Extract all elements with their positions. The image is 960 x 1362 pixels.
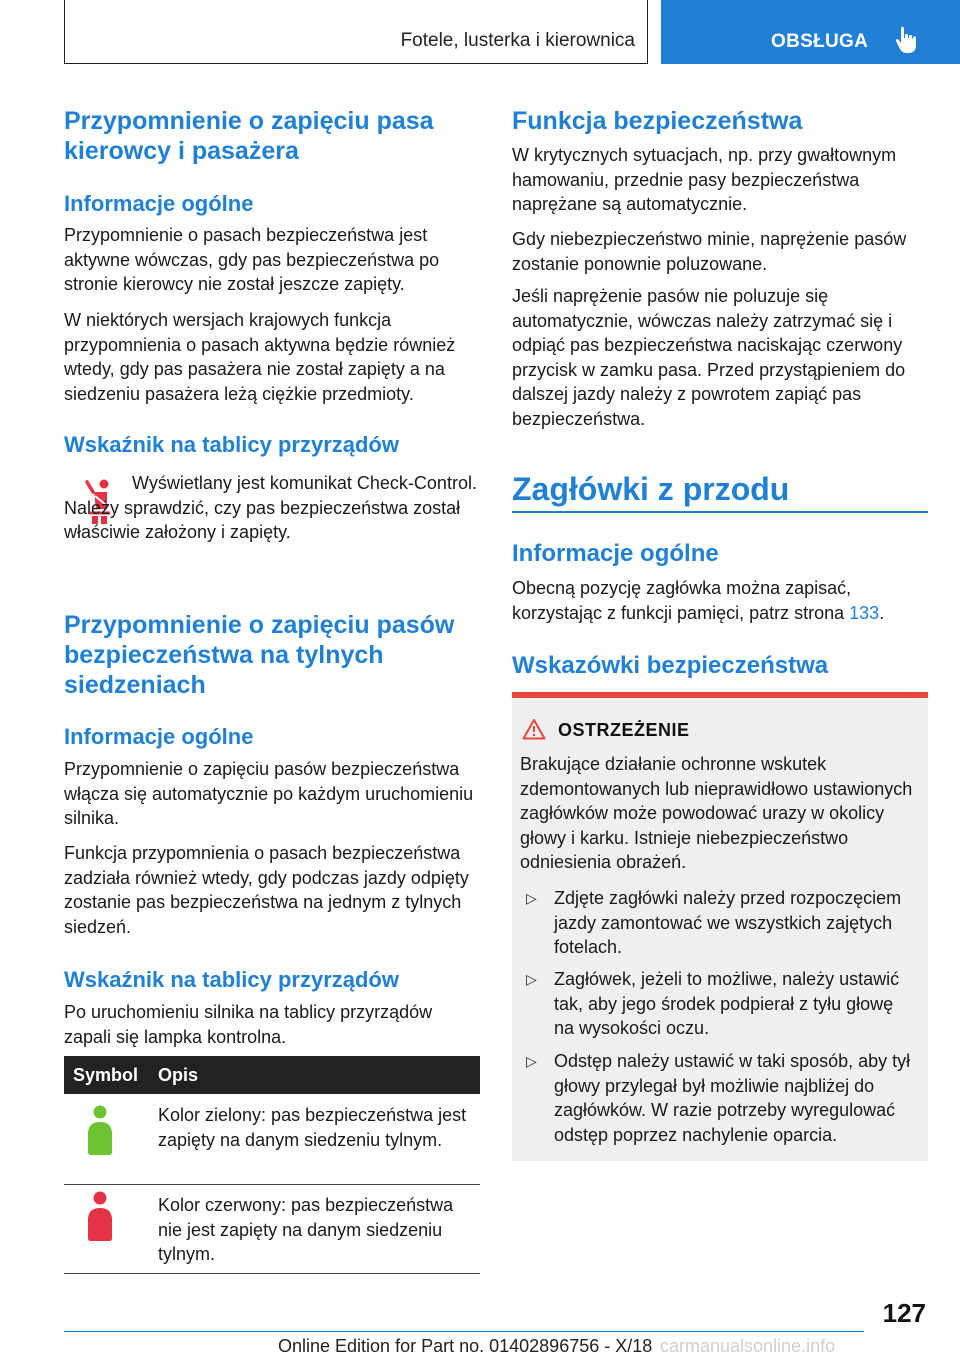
seat-occupant-green-icon (84, 1104, 116, 1156)
headrest-memory-text: Obecną pozycję zagłówka można zapisać, korzystając z funkcji pamięci, patrz strona (512, 578, 852, 623)
heading-general-info-2: Informacje ogólne (64, 724, 254, 749)
warning-top-bar (512, 692, 928, 698)
heading-front-headrests: Zagłówki z przodu (512, 471, 790, 507)
bullet-marker: ▷ (526, 890, 537, 906)
table-col-symbol: Symbol (73, 1065, 139, 1085)
footer-edition: Online Edition for Part no. 01402896756 - X/18 (278, 1336, 653, 1356)
heading-instrument-cluster-1: Wskaźnik na tablicy przyrządów (64, 432, 399, 457)
header-chapter-label: OBSŁUGA (771, 31, 869, 52)
heading-driver-passenger-belt-reminder: Przypomnienie o zapięciu pasa kierowcy i pasażera (64, 107, 434, 165)
heading-general-info-1: Informacje ogólne (64, 191, 254, 216)
footer-rule (64, 1331, 864, 1332)
header-section-box (64, 0, 648, 64)
paragraph-belt-reminder-active: Przypomnienie o pasach bezpieczeństwa jest aktywne wówczas, gdy pas bezpieczeństwa po stronie kierowcy nie został jeszcze zapięty. (64, 225, 440, 294)
table-col-description: Opis (158, 1065, 199, 1085)
table-header (64, 1056, 480, 1094)
paragraph-tension-released: Gdy niebezpieczeństwo minie, naprężenie pasów zostanie ponownie poluzowane. (512, 229, 907, 274)
header-chapter-tab[interactable] (661, 0, 960, 64)
heading-instrument-cluster-2: Wskaźnik na tablicy przyrządów (64, 967, 399, 992)
heading-rear-belt-reminder: Przypomnienie o zapięciu pasów bezpieczeństwa na tylnych siedzeniach (64, 611, 455, 699)
footer-watermark: carmanualsonline.info (660, 1336, 836, 1356)
paragraph-indicator-lamp: Po uruchomieniu silnika na tablicy przyrządów zapali się lampka kontrolna. (64, 1002, 433, 1047)
warning-box (512, 692, 928, 1161)
bullet-marker: ▷ (526, 971, 537, 987)
page-link-133[interactable]: 133 (849, 602, 880, 623)
paragraph-belt-tensioning: W krytycznych sytuacjach, np. przy gwałtownym hamowaniu, przednie pasy bezpieczeństwa naprężane są automatycznie. (512, 145, 897, 214)
heading-safety-tips: Wskazówki bezpieczeństwa (512, 652, 829, 679)
bullet-marker: ▷ (526, 1053, 537, 1069)
warning-triangle-icon (522, 718, 546, 740)
heading-general-info-3: Informacje ogólne (512, 540, 719, 567)
paragraph-rear-reminder-auto: Przypomnienie o zapięciu pasów bezpieczeństwa włącza się automatycznie po każdym uruchomieniu silnika. (64, 759, 474, 828)
paragraph-check-control: Wyświetlany jest komunikat Check-Control. Należy sprawdzić, czy pas bezpieczeństwa został właściwie założony i zapięty. (64, 473, 477, 542)
warning-title: OSTRZEŻENIE (558, 720, 690, 740)
paragraph-manual-release: Jeśli naprężenie pasów nie poluzuje się automatycznie, wówczas należy zatrzymać się i odpiąć pas bezpieczeństwa naciskając czerwony przycisk w zamku pasa. Przed przystąpieniem do dalszej jazdy należy z powrotem zapiąć pas bezpieczeństwa. (512, 286, 906, 429)
page-number: 127 (882, 1298, 926, 1328)
warning-bullet-3: Odstęp należy ustawić w taki sposób, aby tył głowy przylegał był możliwie najbliżej do zagłówków. W razie potrzeby wyregulować odstęp poprzez nachylenie oparcia. (554, 1051, 911, 1145)
table-row-divider (64, 1184, 480, 1185)
table-row-red-text: Kolor czerwony: pas bezpieczeństwa nie jest zapięty na danym siedzeniu tylnym. (158, 1195, 454, 1264)
table-row-green-text: Kolor zielony: pas bezpieczeństwa jest zapięty na danym siedzeniu tylnym. (158, 1105, 467, 1150)
paragraph-country-versions: W niektórych wersjach krajowych funkcja przypomnienia o pasach aktywna będzie również wtedy, gdy pas pasażera nie został zapięty a na siedzeniu pasażera leżą ciężkie przedmioty. (64, 310, 456, 404)
paragraph-rear-reminder-unbuckled: Funkcja przypomnienia o pasach bezpieczeństwa zadziała również wtedy, gdy podczas jazdy odpięty zostanie pas bezpieczeństwa na jednym z tylnych siedzeń. (64, 843, 469, 937)
warning-bullet-2: Zagłówek, jeżeli to możliwe, należy ustawić tak, aby jego środek podpierał z tyłu głowę na wysokości oczu. (554, 969, 900, 1038)
warning-bullet-1: Zdjęte zagłówki należy przed rozpoczęciem jazdy zamontować we wszystkich zajętych fotelach. (554, 888, 902, 957)
hand-pointer-icon (895, 26, 921, 54)
heading-safety-function: Funkcja bezpieczeństwa (512, 107, 803, 135)
seat-occupant-red-icon (84, 1190, 116, 1242)
paragraph-headrest-memory: Obecną pozycję zagłówka można zapisać, korzystając z funkcji pamięci, patrz strona 133. (512, 578, 885, 623)
header-section-title: Fotele, lusterka i kierownica (400, 30, 635, 51)
warning-text: Brakujące działanie ochronne wskutek zdemontowanych lub nieprawidłowo ustawionych zagłówków może powodować urazy w okolicy głowy i karku. Istnieje niebezpieczeństwo odniesienia obrażeń. (520, 754, 913, 872)
heading-underline (512, 511, 928, 513)
table-bottom-line (64, 1273, 480, 1274)
